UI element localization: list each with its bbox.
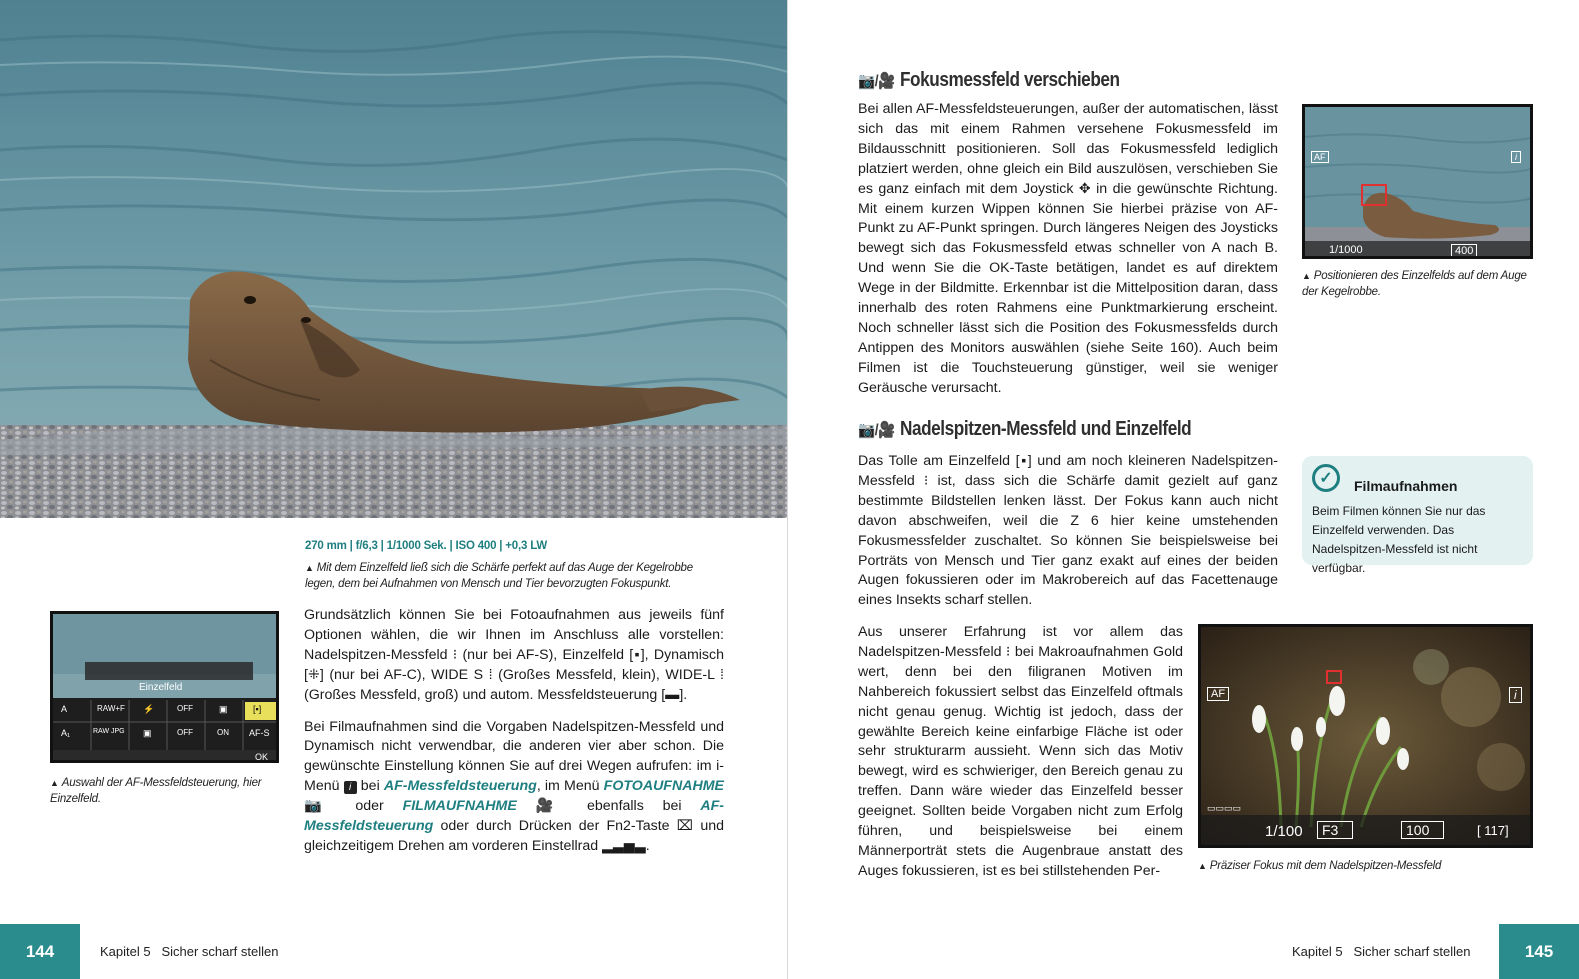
menu-ok: OK bbox=[255, 752, 269, 762]
seal-photo bbox=[0, 0, 788, 518]
thumb-shutter: 1/1000 bbox=[1329, 244, 1363, 256]
paragraph-1: Grundsätzlich können Sie bei Fotoaufnahmen aus jeweils fünf Optionen wählen, die wir Ihnen im Anschluss alle vorstellen: Nadelspitzen-Messfeld ⁝ (nur bei AF-S), Einzelfeld [▪], Dynamisch [⁜] (nur bei AF-C), WIDE S ⁞ (Großes Messfeld, klein), WIDE-L ⁞ (Großes Messfeld, groß) und autom. Messfeldsteuerung [▬]. bbox=[304, 607, 724, 703]
heading-nadelspitzen: 📷/🎥 Nadelspitzen-Messfeld und Einzelfeld bbox=[858, 418, 1192, 440]
heading-fokusmessfeld: 📷/🎥 Fokusmessfeld verschieben bbox=[858, 69, 1120, 91]
flower-caption: ▲ Präziser Fokus mit dem Nadelspitzen-Messfeld bbox=[1198, 860, 1442, 872]
info-box-filmaufnahmen bbox=[1302, 456, 1533, 575]
menu-r2c3: ▣ bbox=[143, 728, 152, 738]
page-number-left: 144 bbox=[0, 924, 80, 979]
menu-r1c6: [▪] bbox=[253, 704, 262, 714]
info-box-title: Filmaufnahmen bbox=[1354, 478, 1458, 494]
flower-shot-count: [ 117] bbox=[1477, 823, 1509, 838]
photo-meta: 270 mm | f/6,3 | 1/1000 Sek. | ISO 400 | +0,3 LW bbox=[305, 540, 548, 552]
menu-caption: ▲ Auswahl der AF-Messfeldsteuerung, hier Einzelfeld. bbox=[50, 777, 262, 805]
snowdrop-photo bbox=[1198, 624, 1533, 848]
menu-r2c6: AF-S bbox=[249, 728, 270, 738]
photo-caption: ▲ Mit dem Einzelfeld ließ sich die Schärfe perfekt auf das Auge der Kegelrobbe legen, dem bei Aufnahmen von Mensch und Tier bevorzugten Fokuspunkt. bbox=[305, 562, 693, 590]
flower-af-indicator: AF bbox=[1207, 687, 1229, 701]
page-number-right: 145 bbox=[1499, 924, 1579, 979]
caption-triangle-icon: ▲ bbox=[305, 563, 314, 573]
thumb-iso: 400 bbox=[1451, 244, 1477, 258]
flower-shutter: 1/100 bbox=[1265, 823, 1303, 840]
movie-camera-icon: 🎥 bbox=[535, 798, 569, 815]
chapter-label-left: Kapitel 5 Sicher scharf stellen bbox=[100, 944, 279, 959]
menu-r2c5: ON bbox=[217, 728, 229, 737]
command-dial-icon: ▂▃▅▃ bbox=[602, 837, 646, 854]
menu-r1c2: RAW+F bbox=[97, 704, 125, 713]
menu-r2c2: RAW JPG bbox=[93, 728, 125, 735]
flower-info-icon: i bbox=[1509, 687, 1522, 703]
seal-thumbnail bbox=[1302, 104, 1533, 259]
menu-r2c1: A₁ bbox=[61, 728, 71, 738]
chapter-label-right: Kapitel 5 Sicher scharf stellen bbox=[1292, 944, 1471, 959]
caption-triangle-icon: ▲ bbox=[50, 778, 59, 788]
camera-movie-icon: 📷/🎥 bbox=[858, 421, 895, 439]
checkmark-icon: ✓ bbox=[1312, 464, 1340, 492]
caption-triangle-icon: ▲ bbox=[1198, 861, 1207, 871]
fn2-button-icon: ⌧ bbox=[676, 818, 694, 835]
right-body-text-3: Aus unserer Erfahrung ist vor allem das Nadelspitzen-Messfeld ⁝ bei Makroaufnahmen Gold wert, denn bei den filigranen Motiven im Nahbereich fokussiert selbst das Einzelfeld oftmals nicht genau genug. Wichtig ist jedoch, dass der gewählte Bereich keine einfarbige Fläche ist oder sehr strukturarm aussieht. Wenn sich das Motiv bewegt, wird es schwieriger, den Bereich genau zu treffen. Dann wäre wieder das Einzelfeld besser geeignet. Sollten beide Vorgaben nicht zum Erfolg führen, und beispielsweise bei einem Männerporträt stets die Augenbraue anstatt des Auges fokussieren, ist es bei stillstehenden Per- bbox=[858, 624, 1183, 879]
battery-icon: ▭▭▭▭ bbox=[1207, 803, 1242, 813]
menu-r1c1: A bbox=[61, 704, 68, 714]
paragraph-2: Bei Filmaufnahmen sind die Vorgaben Nadelspitzen-Messfeld und Dynamisch nicht verwendbar, die anderen vier aber schon. Die gewünschte Einstellung können Sie auf drei Wegen aufrufen: im i-Menü i bei AF-Messfeldsteuerung, im Menü FOTOAUFNAHME 📷 oder FILMAUFNAHME 🎥 ebenfalls bei AF-Messfeldsteuerung oder durch Drücken der Fn2-Taste ⌧ und gleichzeitigem Drehen am vorderen Einstellrad ▂▃▅▃. bbox=[304, 718, 724, 854]
menu-title: Einzelfeld bbox=[139, 682, 183, 693]
camera-movie-icon: 📷/🎥 bbox=[858, 72, 895, 90]
flower-iso: 100 bbox=[1401, 821, 1444, 839]
left-body-text bbox=[304, 606, 724, 857]
info-box-text: Beim Filmen können Sie nur das Einzelfeld verwenden. Das Nadelspitzen-Messfeld ist nicht verfügbar. bbox=[1312, 504, 1486, 575]
menu-r1c3: ⚡ bbox=[143, 704, 155, 714]
thumb-caption: ▲ Positionieren des Einzelfelds auf dem Auge der Kegelrobbe. bbox=[1302, 270, 1527, 298]
left-page bbox=[0, 0, 788, 979]
camera-menu-screenshot bbox=[50, 611, 279, 763]
thumb-af-indicator: AF bbox=[1311, 151, 1329, 163]
i-menu-icon: i bbox=[344, 781, 357, 794]
thumb-info-icon: i bbox=[1511, 151, 1521, 163]
right-body-text-1: Bei allen AF-Messfeldsteuerungen, außer der automatischen, lässt sich das mit einem Rahmen versehene Fokusmessfeld im Bildausschnitt positionieren. Soll das Fokusmessfeld lediglich platziert werden, ohne gleich ein Bild auszulösen, verschieben Sie es ganz einfach mit dem Joystick ✥ in die gewünschte Richtung. Mit einem kurzen Wippen können Sie hierbei präzise von AF-Punkt zu AF-Punkt springen. Durch längeres Neigen des Joysticks bewegt sich das Fokusmessfeld etwas schneller von A nach B. Und wenn Sie die OK-Taste betätigen, landet es auf direktem Wege in der Bildmitte. Erkennbar ist die Mittelposition daran, dass innerhalb des roten Rahmens eine Punktmarkierung erscheint. Noch schneller lässt sich die Position des Fokusmessfelds durch Antippen des Monitors auswählen (siehe Seite 160). Auch beim Filmen ist die Touchsteuerung günstiger, weil sie weniger Geräusche verursacht. bbox=[858, 101, 1278, 396]
menu-r1c5: ▣ bbox=[219, 704, 228, 714]
caption-triangle-icon: ▲ bbox=[1302, 271, 1311, 281]
camera-icon: 📷 bbox=[304, 798, 337, 815]
menu-r1c4: OFF bbox=[177, 704, 193, 713]
flower-aperture: F3 bbox=[1317, 821, 1353, 839]
right-body-text-2: Das Tolle am Einzelfeld [▪] und am noch kleineren Nadelspitzen-Messfeld ⁝ ist, dass sich die Schärfe damit gezielt auf ganz bestimmte Bildstellen lenken lässt. Der Fokus kann auch nicht davon abschweifen, weil die Z 6 hier keine umstehenden Fokusmessfelder zuschaltet. So können Sie beispielsweise bei Porträts von Mensch und Tier ganz exakt auf eines der beiden Augen fokussieren oder im Makrobereich auf das Facettenauge eines Insekts scharf stellen. bbox=[858, 453, 1278, 609]
menu-r2c4: OFF bbox=[177, 728, 193, 737]
